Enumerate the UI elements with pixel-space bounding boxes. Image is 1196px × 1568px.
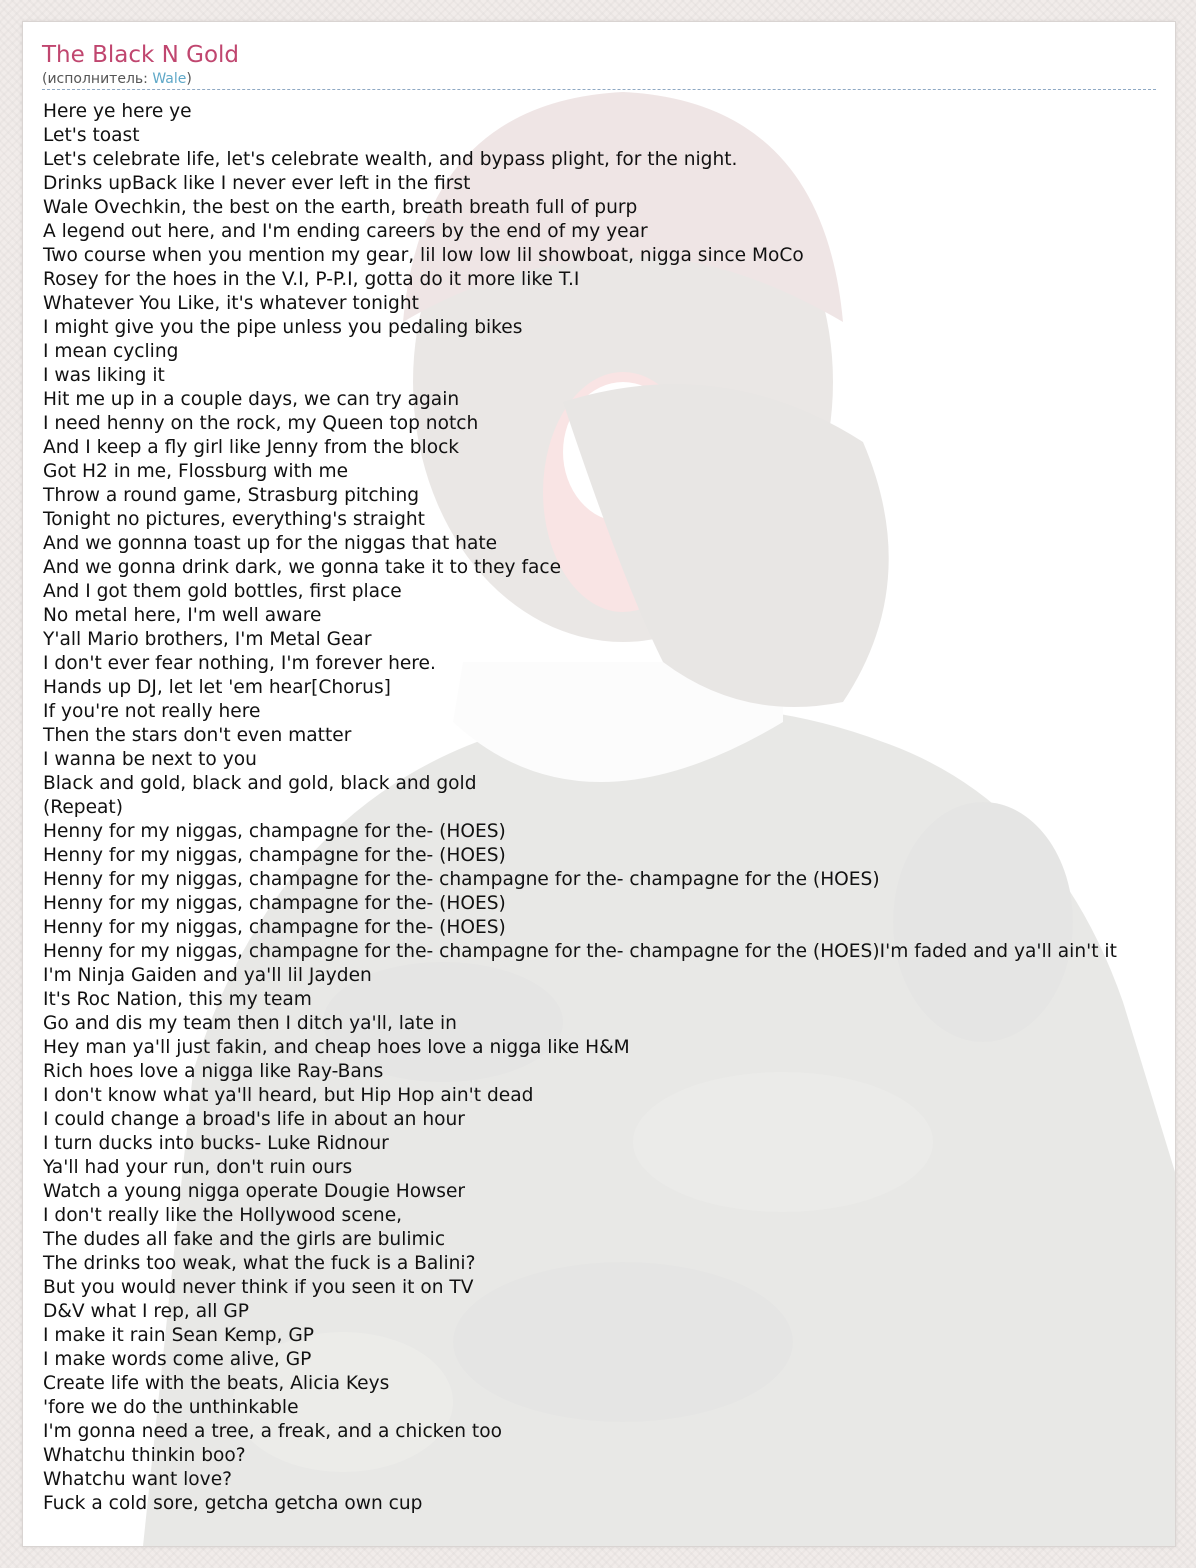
lyric-line: Whatchu want love? xyxy=(43,1469,232,1490)
lyric-line: Wale Ovechkin, the best on the earth, breath breath full of purp xyxy=(43,197,638,218)
lyric-line: If you're not really here xyxy=(43,701,261,722)
lyrics-body xyxy=(43,100,1176,1516)
lyric-line: Henny for my niggas, champagne for the- champagne for the- champagne for the (HOES)I'm faded and ya'll ain't it xyxy=(43,941,1117,962)
lyric-line: Ya'll had your run, don't ruin ours xyxy=(43,1157,353,1178)
artist-prefix: (исполнитель: xyxy=(42,71,153,87)
artist-suffix: ) xyxy=(186,71,192,87)
lyric-line: Go and dis my team then I ditch ya'll, late in xyxy=(43,1013,457,1034)
lyric-line: Tonight no pictures, everything's straight xyxy=(43,509,425,530)
lyric-line: Then the stars don't even matter xyxy=(43,725,352,746)
lyric-line: Watch a young nigga operate Dougie Howser xyxy=(43,1181,466,1202)
lyric-line: Henny for my niggas, champagne for the- (HOES) xyxy=(43,821,506,842)
lyric-line: Hands up DJ, let let 'em hear[Chorus] xyxy=(43,677,391,698)
lyric-line: Rosey for the hoes in the V.I, P-P.I, gotta do it more like T.I xyxy=(43,269,580,290)
lyric-line: Here ye here ye xyxy=(43,101,192,122)
lyric-line: I'm Ninja Gaiden and ya'll lil Jayden xyxy=(43,965,372,986)
song-header xyxy=(42,40,1156,90)
lyric-line: Y'all Mario brothers, I'm Metal Gear xyxy=(43,629,372,650)
lyric-line: Let's toast xyxy=(43,125,140,146)
lyrics-page xyxy=(22,21,1176,1547)
lyric-line: I might give you the pipe unless you pedaling bikes xyxy=(43,317,523,338)
artist-link[interactable]: Wale xyxy=(152,71,187,87)
lyric-line: Rich hoes love a nigga like Ray-Bans xyxy=(43,1061,384,1082)
lyric-line: I make words come alive, GP xyxy=(43,1349,312,1370)
song-title: The Black N Gold xyxy=(42,42,240,68)
lyric-line: Got H2 in me, Flossburg with me xyxy=(43,461,349,482)
lyric-line: A legend out here, and I'm ending careers by the end of my year xyxy=(43,221,648,242)
lyric-line: I don't ever fear nothing, I'm forever here. xyxy=(43,653,436,674)
lyric-line: The dudes all fake and the girls are bulimic xyxy=(43,1229,446,1250)
lyric-line: I could change a broad's life in about an hour xyxy=(43,1109,465,1130)
lyric-line: Whatever You Like, it's whatever tonight xyxy=(43,293,419,314)
lyric-line: And we gonna drink dark, we gonna take it to they face xyxy=(43,557,562,578)
lyric-line: Create life with the beats, Alicia Keys xyxy=(43,1373,390,1394)
lyric-line: The drinks too weak, what the fuck is a Balini? xyxy=(43,1253,476,1274)
lyric-line: Whatchu thinkin boo? xyxy=(43,1445,246,1466)
lyric-line: And I got them gold bottles, first place xyxy=(43,581,402,602)
artist-line xyxy=(42,70,1156,88)
lyric-line: (Repeat) xyxy=(43,797,123,818)
lyric-line: I make it rain Sean Kemp, GP xyxy=(43,1325,315,1346)
lyric-line: 'fore we do the unthinkable xyxy=(43,1397,299,1418)
lyric-line: I'm gonna need a tree, a freak, and a chicken too xyxy=(43,1421,502,1442)
lyric-line: I don't know what ya'll heard, but Hip Hop ain't dead xyxy=(43,1085,534,1106)
lyric-line: But you would never think if you seen it on TV xyxy=(43,1277,474,1298)
lyric-line: Henny for my niggas, champagne for the- (HOES) xyxy=(43,845,506,866)
lyric-line: I need henny on the rock, my Queen top notch xyxy=(43,413,479,434)
lyric-line: No metal here, I'm well aware xyxy=(43,605,322,626)
lyric-line: D&V what I rep, all GP xyxy=(43,1301,249,1322)
lyric-line: And I keep a fly girl like Jenny from the block xyxy=(43,437,460,458)
lyric-line: Hit me up in a couple days, we can try again xyxy=(43,389,460,410)
lyric-line: Two course when you mention my gear, lil low low lil showboat, nigga since MoCo xyxy=(43,245,804,266)
lyric-line: Drinks upBack like I never ever left in the first xyxy=(43,173,471,194)
lyric-line: Let's celebrate life, let's celebrate wealth, and bypass plight, for the night. xyxy=(43,149,738,170)
lyric-line: Henny for my niggas, champagne for the- champagne for the- champagne for the (HOES) xyxy=(43,869,880,890)
lyric-line: Fuck a cold sore, getcha getcha own cup xyxy=(43,1493,423,1514)
lyric-line: I turn ducks into bucks- Luke Ridnour xyxy=(43,1133,389,1154)
lyric-line: I mean cycling xyxy=(43,341,179,362)
lyric-line: And we gonnna toast up for the niggas that hate xyxy=(43,533,498,554)
lyric-line: Henny for my niggas, champagne for the- (HOES) xyxy=(43,893,506,914)
lyric-line: Throw a round game, Strasburg pitching xyxy=(43,485,420,506)
lyric-line: Henny for my niggas, champagne for the- (HOES) xyxy=(43,917,506,938)
lyric-line: Black and gold, black and gold, black and gold xyxy=(43,773,477,794)
lyric-line: I wanna be next to you xyxy=(43,749,257,770)
lyric-line: Hey man ya'll just fakin, and cheap hoes love a nigga like H&M xyxy=(43,1037,630,1058)
lyric-line: It's Roc Nation, this my team xyxy=(43,989,312,1010)
lyric-line: I was liking it xyxy=(43,365,165,386)
lyric-line: I don't really like the Hollywood scene, xyxy=(43,1205,403,1226)
